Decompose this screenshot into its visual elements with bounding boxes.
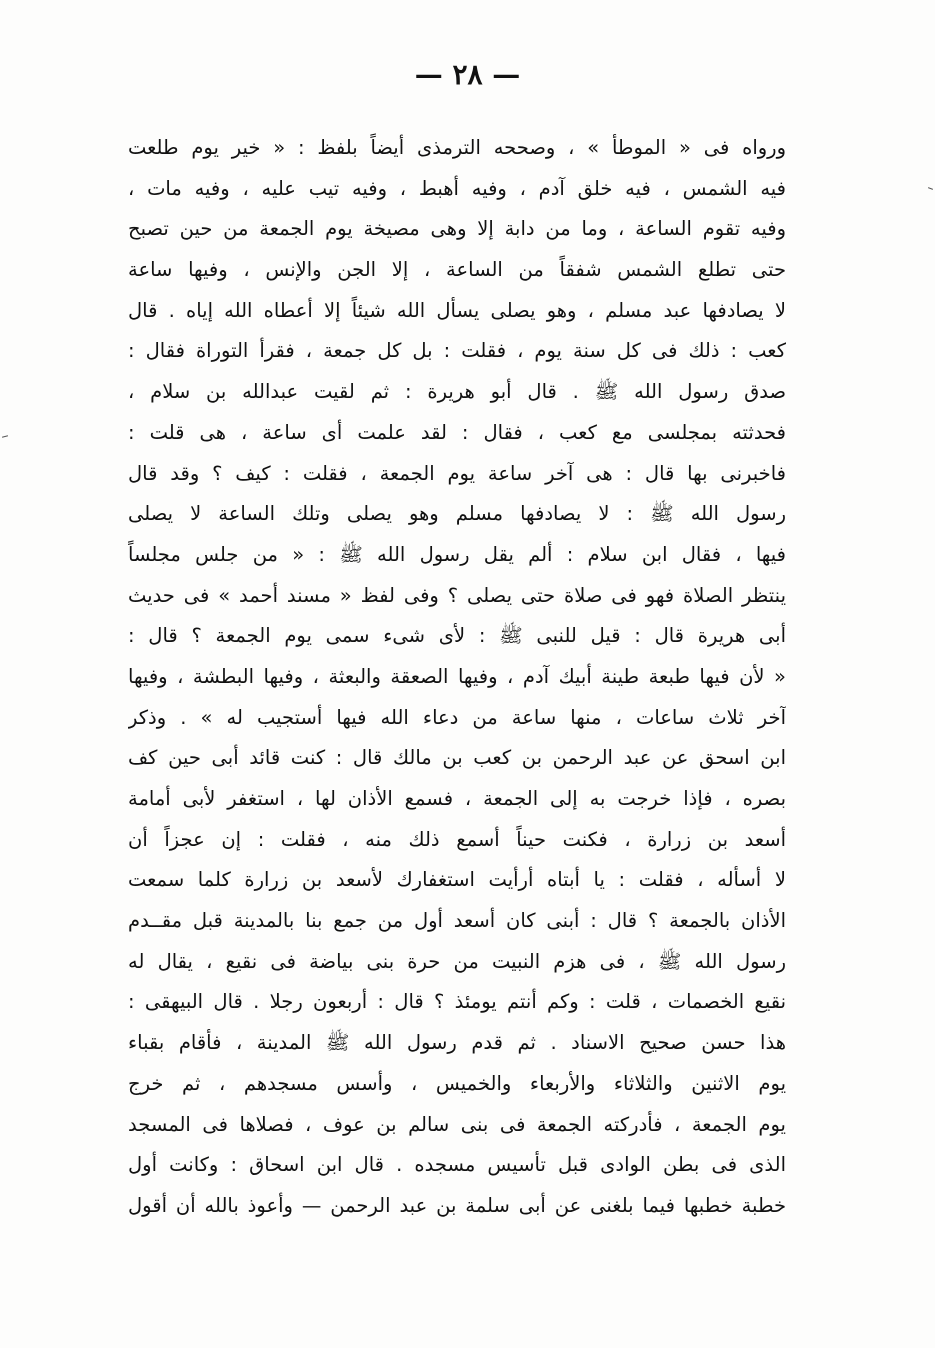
text-line: فاخبرنى بها قال : هى آخر ساعة يوم الجمعة ، فقلت : كيف ؟ وقد قال — [128, 461, 786, 485]
text-line: خطبة خطبها فيما بلغنى عن أبى سلمة بن عبد الرحمن — وأعوذ بالله أن أقول — [128, 1193, 786, 1217]
text-line: آخر ثلاث ساعات ، منها ساعة من دعاء الله فيها أستجيب له » . وذكر — [128, 705, 786, 729]
text-line: فيها ، فقال ابن سلام : ألم يقل رسول الله ﷺ : « من جلس مجلساً — [128, 542, 786, 566]
text-line: الذى فى بطن الوادى قبل تأسيس مسجده . قال ابن اسحاق : وكانت أول — [128, 1153, 786, 1177]
text-line: أسعد بن زرارة ، فكنت حيناً أسمع ذلك منه ، فقلت : إن عجزاً أن — [128, 827, 786, 851]
text-line: أبى هريرة قال : قيل للنبى ﷺ : لأى شىء سمى يوم الجمعة ؟ قال : — [128, 624, 786, 648]
scan-mark — [928, 187, 933, 190]
text-line: صدق رسول الله ﷺ . قال أبو هريرة : ثم لقيت عبدالله بن سلام ، — [128, 380, 786, 404]
scan-mark — [2, 435, 8, 438]
text-line: « لأن فيها طبعة طينة أبيك آدم ، وفيها الصعقة والبعثة ، وفيها البطشة ، وفيها — [128, 664, 786, 688]
text-line: ينتظر الصلاة فهو فى صلاة حتى يصلى ؟ وفى لفظ « مسند أحمد » فى حديث — [128, 583, 786, 607]
text-line: حتى تطلع الشمس شفقاً من الساعة ، إلا الجن والإنس ، وفيها ساعة — [128, 258, 786, 282]
text-line: فحدثته بمجلسى مع كعب ، فقال : لقد علمت أى ساعة ، هى قلت : — [128, 420, 786, 444]
body-text — [128, 128, 786, 1227]
text-line: رسول الله ﷺ : لا يصادفها مسلم وهو يصلى وتلك الساعة لا يصلى — [128, 502, 786, 526]
text-line: لا أسأله ، فقلت : يا أبتاه أرأيت استغفارك لأسعد بن زرارة كلما سمعت — [128, 868, 786, 892]
text-line: لا يصادفها عبد مسلم ، وهو يصلى يسأل الله شيئاً إلا أعطاه الله إياه . قال — [128, 298, 786, 322]
text-line: فيه الشمس ، فيه خلق آدم ، وفيه أهبط ، وفيه تيب عليه ، وفيه مات ، — [128, 176, 786, 200]
text-line: بصره ، فإذا خرجت به إلى الجمعة ، فسمع الأذان لها ، استغفر لأبى أمامة — [128, 787, 786, 810]
text-line: يوم الجمعة ، فأدركته الجمعة فى بنى سالم بن عوف ، فصلاها فى المسجد — [128, 1112, 786, 1136]
text-line: ابن اسحق عن عبد الرحمن بن كعب بن مالك قال : كنت قائد أبى حين كف — [128, 746, 786, 770]
text-line: هذا حسن صحيح الاسناد . ثم قدم رسول الله ﷺ المدينة ، فأقام بقباء — [128, 1031, 786, 1055]
text-line: ورواه فى « الموطأ » ، وصححه الترمذى أيضاً بلفظ : « خير يوم طلعت — [128, 136, 786, 159]
text-line: نقيع الخصمات ، قلت : وكم أنتم يومئذ ؟ قال : أربعون رجلا . قال البيهقى : — [128, 990, 786, 1014]
page-number: — ٢٨ — — [414, 58, 521, 91]
text-line: كعب : ذلك فى كل سنة يوم ، فقلت : بل كل جمعة ، فقرأ التوراة فقال : — [128, 339, 786, 363]
text-line: وفيه تقوم الساعة ، وما من دابة إلا وهى مصيخة يوم الجمعة من حين تصبح — [128, 217, 786, 241]
text-line: يوم الاثنين والثلاثاء والأربعاء والخميس ، وأسس مسجدهم ، ثم خرج — [128, 1071, 786, 1095]
text-line: رسول الله ﷺ ، فى هزم النبيت من حرة بنى بياضة فى نقيع ، يقال له — [128, 949, 786, 973]
text-line: الأذان بالجمعة ؟ قال : أبنى كان أسعد أول من جمع بنا بالمدينة قبل مقــدم — [128, 909, 786, 933]
